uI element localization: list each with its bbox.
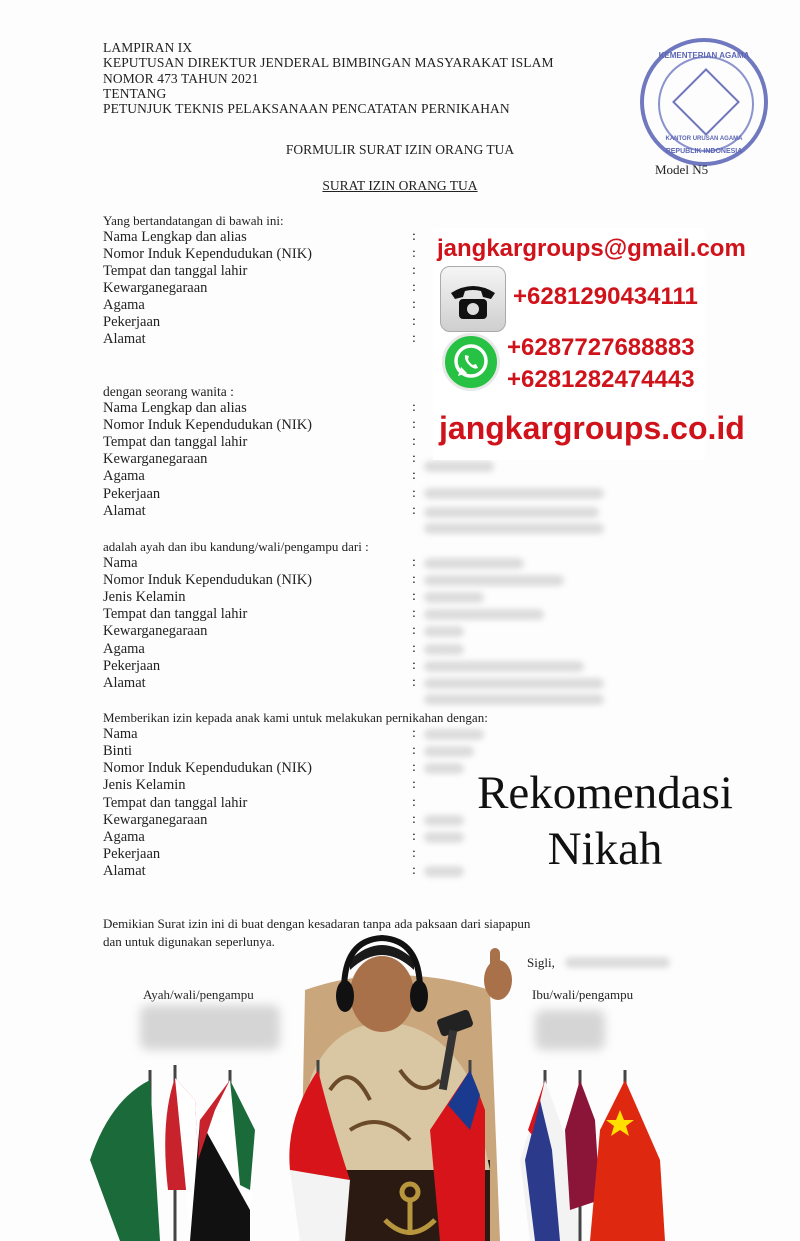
- redacted-value: [424, 575, 564, 586]
- header-line: TENTANG: [103, 85, 167, 101]
- section-intro: dengan seorang wanita :: [103, 384, 234, 399]
- redacted-value: [424, 626, 464, 637]
- signature-label-left: Ayah/wali/pengampu: [143, 987, 254, 1002]
- contact-whatsapp-2[interactable]: +6281282474443: [507, 366, 695, 393]
- colon: :: [412, 829, 416, 844]
- field-label: Nama: [103, 726, 138, 742]
- colon: :: [412, 726, 416, 741]
- field-label: Kewarganegaraan: [103, 623, 208, 639]
- colon: :: [412, 555, 416, 570]
- colon: :: [412, 229, 416, 244]
- flag-saudi-arabia: [90, 1070, 160, 1241]
- colon: :: [412, 863, 416, 878]
- overlay-subtitle: Nikah: [547, 823, 663, 875]
- redacted-value: [424, 644, 464, 655]
- model-label: Model N5: [655, 162, 709, 177]
- colon: :: [412, 297, 416, 312]
- field-label: Tempat dan tanggal lahir: [103, 263, 248, 279]
- redacted-value: [424, 523, 604, 534]
- closing-text: Demikian Surat izin ini di buat dengan kesadaran tanpa ada paksaan dari siapapun: [103, 916, 531, 931]
- colon: :: [412, 503, 416, 518]
- colon: :: [412, 675, 416, 690]
- contact-website[interactable]: jangkargroups.co.id: [439, 410, 745, 446]
- field-label: Agama: [103, 829, 145, 845]
- flag-china: [590, 1070, 665, 1241]
- field-label: Alamat: [103, 331, 146, 347]
- face: [350, 956, 414, 1032]
- colon: :: [412, 743, 416, 758]
- field-label: Pekerjaan: [103, 314, 161, 330]
- field-label: Jenis Kelamin: [103, 777, 186, 793]
- section-intro: Memberikan izin kepada anak kami untuk melakukan pernikahan dengan:: [103, 710, 488, 725]
- field-label: Kewarganegaraan: [103, 451, 208, 467]
- field-label: Kewarganegaraan: [103, 280, 208, 296]
- colon: :: [412, 795, 416, 810]
- colon: :: [412, 434, 416, 449]
- colon: :: [412, 623, 416, 638]
- redacted-value: [424, 461, 494, 472]
- closing-text: dan untuk digunakan seperlunya.: [103, 934, 275, 949]
- colon: :: [412, 486, 416, 501]
- doc-title: SURAT IZIN ORANG TUA: [322, 178, 478, 193]
- colon: :: [412, 246, 416, 261]
- field-label: Nomor Induk Kependudukan (NIK): [103, 417, 312, 433]
- place-date: Sigli,: [527, 955, 555, 970]
- redacted-value: [424, 729, 484, 740]
- field-label: Agama: [103, 641, 145, 657]
- field-label: Nomor Induk Kependudukan (NIK): [103, 572, 312, 588]
- field-label: Agama: [103, 468, 145, 484]
- overlay-title: Rekomendasi: [477, 767, 733, 819]
- colon: :: [412, 658, 416, 673]
- field-label: Agama: [103, 297, 145, 313]
- section-intro: Yang bertandatangan di bawah ini:: [103, 213, 284, 228]
- redacted-value: [424, 507, 599, 518]
- field-label: Binti: [103, 743, 133, 759]
- field-label: Alamat: [103, 503, 146, 519]
- section-intro: adalah ayah dan ibu kandung/wali/pengampu dari :: [103, 539, 369, 554]
- field-label: Jenis Kelamin: [103, 589, 186, 605]
- colon: :: [412, 400, 416, 415]
- redacted-value: [424, 746, 474, 757]
- header-block: [103, 40, 554, 116]
- form-title: FORMULIR SURAT IZIN ORANG TUA: [285, 142, 515, 157]
- field-label: Nama: [103, 555, 138, 571]
- field-label: Pekerjaan: [103, 658, 161, 674]
- field-label: Pekerjaan: [103, 486, 161, 502]
- redacted-value: [424, 592, 484, 603]
- colon: :: [412, 777, 416, 792]
- whatsapp-icon: [442, 333, 500, 391]
- field-label: Tempat dan tanggal lahir: [103, 606, 248, 622]
- colon: :: [412, 331, 416, 346]
- telephone-icon: [440, 266, 506, 332]
- colon: :: [412, 314, 416, 329]
- signature-label-right: Ibu/wali/pengampu: [532, 987, 634, 1002]
- colon: :: [412, 572, 416, 587]
- redacted-value: [424, 694, 604, 705]
- colon: :: [412, 760, 416, 775]
- header-line: NOMOR 473 TAHUN 2021: [103, 70, 259, 86]
- stamp-text: KEMENTERIAN AGAMA: [658, 51, 750, 60]
- field-label: Pekerjaan: [103, 846, 161, 862]
- redacted-value: [424, 609, 544, 620]
- contact-phone[interactable]: +6281290434111: [513, 283, 698, 310]
- field-label: Tempat dan tanggal lahir: [103, 795, 248, 811]
- redacted-value: [424, 488, 604, 499]
- contact-panel: [433, 228, 746, 460]
- colon: :: [412, 846, 416, 861]
- field-label: Alamat: [103, 675, 146, 691]
- redacted-value: [424, 558, 524, 569]
- field-label: Nomor Induk Kependudukan (NIK): [103, 246, 312, 262]
- colon: :: [412, 280, 416, 295]
- field-label: Tempat dan tanggal lahir: [103, 434, 248, 450]
- field-label: Nomor Induk Kependudukan (NIK): [103, 760, 312, 776]
- colon: :: [412, 468, 416, 483]
- header-line: PETUNJUK TEKNIS PELAKSANAAN PENCATATAN PERNIKAHAN: [103, 101, 510, 117]
- redacted-value: [424, 661, 584, 672]
- colon: :: [412, 451, 416, 466]
- redacted-value: [424, 678, 604, 689]
- header-line: KEPUTUSAN DIREKTUR JENDERAL BIMBINGAN MASYARAKAT ISLAM: [103, 55, 554, 71]
- colon: :: [412, 589, 416, 604]
- flag-uae: [190, 1070, 255, 1241]
- contact-whatsapp-1[interactable]: +6287727688883: [507, 334, 695, 361]
- header-line: LAMPIRAN IX: [103, 40, 193, 55]
- colon: :: [412, 263, 416, 278]
- stamp-text: KANTOR URUSAN AGAMA: [665, 136, 743, 142]
- stamp-text: REPUBLIK INDONESIA: [665, 148, 743, 155]
- colon: :: [412, 417, 416, 432]
- field-label: Nama Lengkap dan alias: [103, 400, 247, 416]
- presenter-photo: [0, 930, 800, 1241]
- field-label: Kewarganegaraan: [103, 812, 208, 828]
- field-label: Nama Lengkap dan alias: [103, 229, 247, 245]
- field-label: Alamat: [103, 863, 146, 879]
- colon: :: [412, 812, 416, 827]
- colon: :: [412, 641, 416, 656]
- contact-email[interactable]: jangkargroups@gmail.com: [437, 235, 746, 262]
- colon: :: [412, 606, 416, 621]
